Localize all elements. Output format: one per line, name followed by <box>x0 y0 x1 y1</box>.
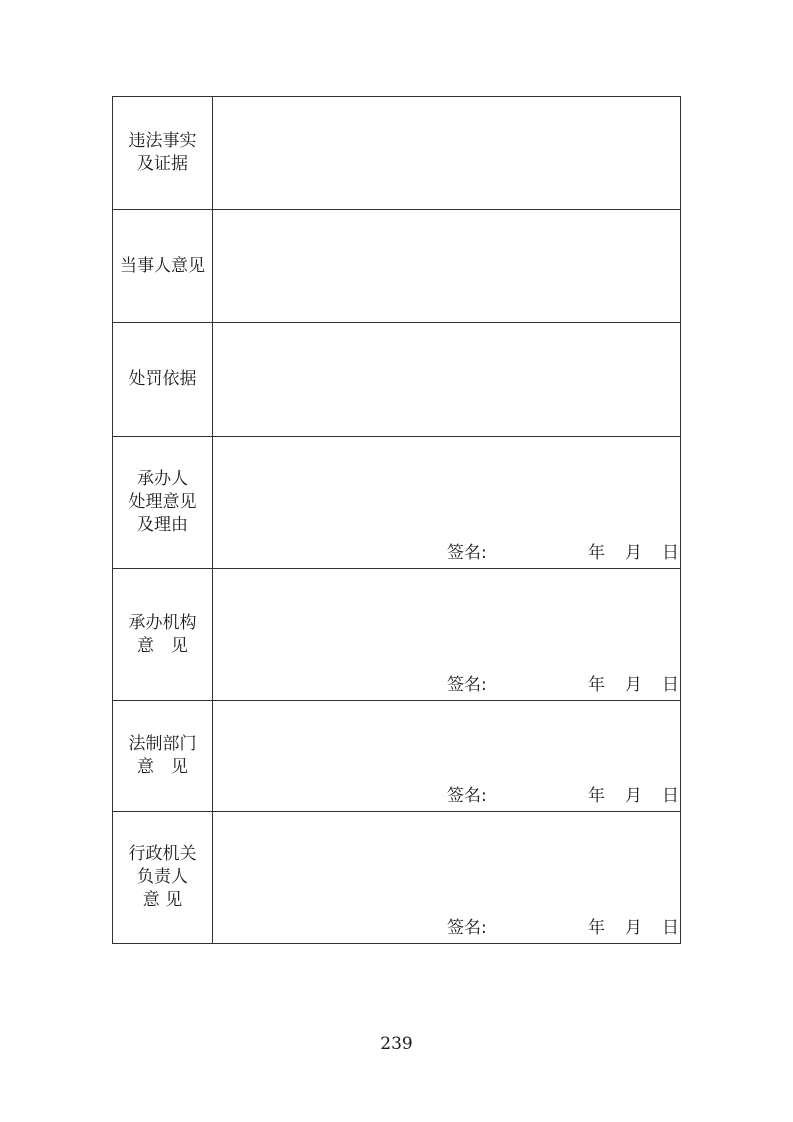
label-line: 承办机构 <box>128 612 197 633</box>
approval-form-table <box>112 96 681 944</box>
label-line: 意 见 <box>137 635 188 656</box>
month-label: 月 <box>625 918 642 938</box>
day-label: 日 <box>662 786 679 806</box>
month-label: 月 <box>625 786 642 806</box>
row-label <box>113 210 213 323</box>
label-line: 处罚依据 <box>128 369 197 389</box>
form-row-agency-head-opinion <box>113 812 681 944</box>
label-line: 意 见 <box>137 757 188 777</box>
signature-row <box>213 785 680 807</box>
month-label: 月 <box>625 543 642 563</box>
form-row-penalty-basis <box>113 323 681 437</box>
row-label <box>113 323 213 437</box>
content-area[interactable] <box>213 323 681 437</box>
label-line: 法制部门 <box>128 734 197 754</box>
row-label <box>113 437 213 569</box>
label-line: 处理意见 <box>128 492 197 512</box>
day-label: 日 <box>662 675 679 695</box>
year-label: 年 <box>588 543 605 563</box>
signature-row <box>213 917 680 939</box>
label-line: 及理由 <box>137 515 188 535</box>
signature-label: 签名: <box>447 543 487 563</box>
signature-label: 签名: <box>447 918 487 938</box>
content-area[interactable] <box>213 97 681 210</box>
content-area[interactable] <box>213 701 681 812</box>
label-line: 行政机关 <box>128 844 197 864</box>
signature-row <box>213 674 680 696</box>
label-line: 及证据 <box>137 154 188 174</box>
form-row-party-opinion <box>113 210 681 323</box>
form-row-handler-opinion <box>113 437 681 569</box>
form-row-violation-facts <box>113 97 681 210</box>
year-label: 年 <box>588 918 605 938</box>
signature-row <box>213 542 680 564</box>
signature-label: 签名: <box>447 786 487 806</box>
label-line: 负责人 <box>137 867 188 887</box>
day-label: 日 <box>662 918 679 938</box>
signature-label: 签名: <box>447 675 487 695</box>
content-area[interactable] <box>213 210 681 323</box>
year-label: 年 <box>588 675 605 695</box>
year-label: 年 <box>588 786 605 806</box>
row-label <box>113 97 213 210</box>
content-area[interactable] <box>213 812 681 944</box>
page-number: 239 <box>380 1034 413 1054</box>
row-label <box>113 569 213 701</box>
content-area[interactable] <box>213 569 681 701</box>
label-line: 当事人意见 <box>120 255 205 276</box>
label-line: 承办人 <box>137 469 188 489</box>
day-label: 日 <box>662 543 679 563</box>
form-row-legal-dept-opinion <box>113 701 681 812</box>
label-line: 违法事实 <box>128 131 197 151</box>
row-label <box>113 701 213 812</box>
row-label <box>113 812 213 944</box>
content-area[interactable] <box>213 437 681 569</box>
label-line: 意 见 <box>142 890 183 910</box>
month-label: 月 <box>625 675 642 695</box>
form-row-handling-agency-opinion <box>113 569 681 701</box>
